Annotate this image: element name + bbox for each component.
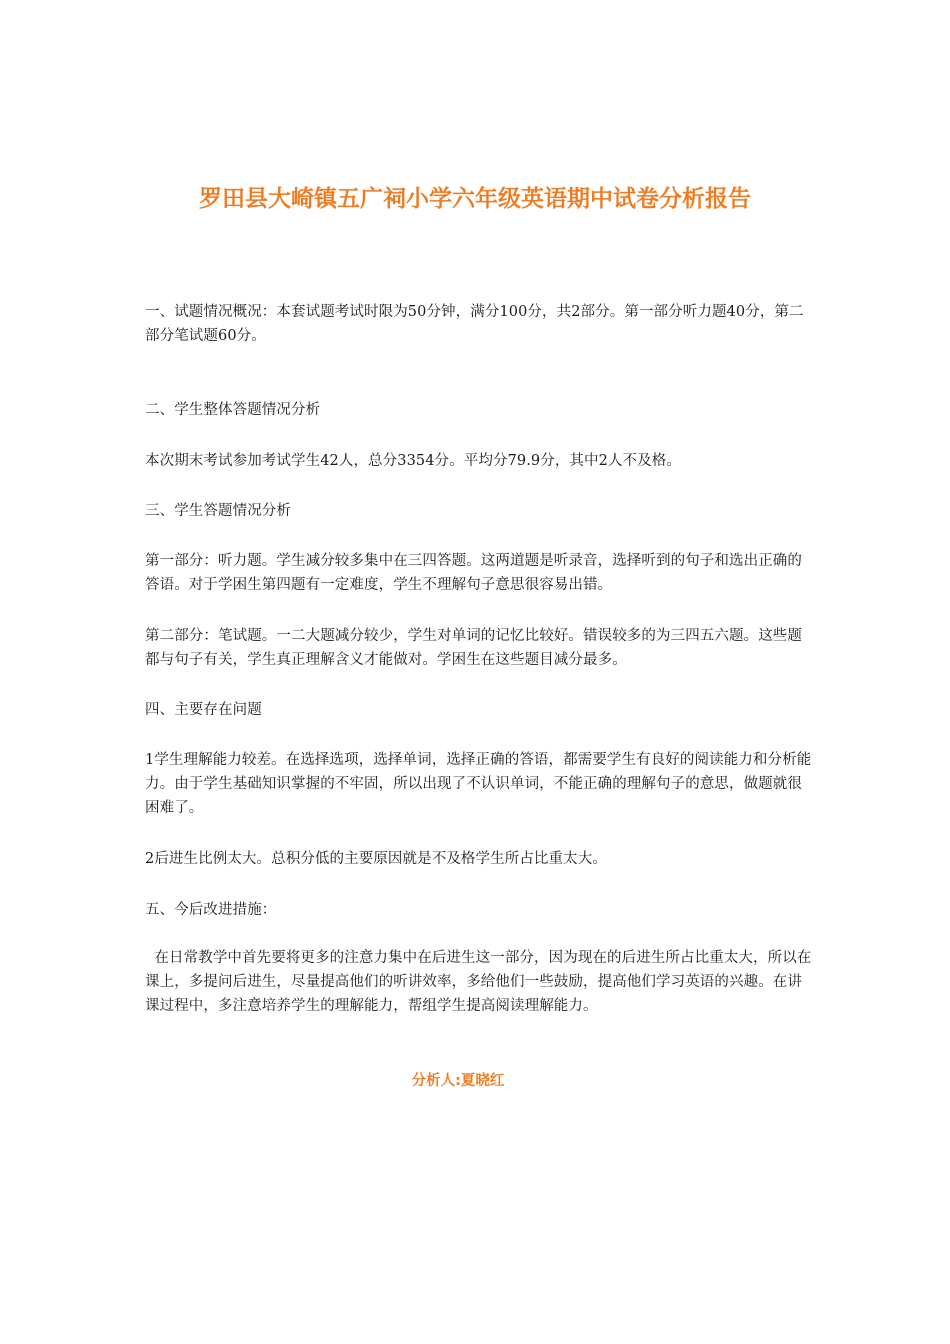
paragraph-improvements: 在日常教学中首先要将更多的注意力集中在后进生这一部分，因为现在的后进生所占比重太大，所以在课上，多提问后进生，尽量提高他们的听讲效率，多给他们一些鼓励，提高他们学习英语的兴趣。在讲课过程中，多注意培养学生的理解能力，帮组学生提高阅读理解能力。 bbox=[145, 950, 812, 1014]
paragraph-part-two: 第二部分：笔试题。一二大题减分较少，学生对单词的记忆比较好。错误较多的为三四五六题。这些题都与句子有关，学生真正理解含义才能做对。学困生在这些题目减分最多。 bbox=[145, 628, 802, 668]
heading-answer-analysis: 三、学生答题情况分析 bbox=[145, 503, 291, 519]
paragraph-problem-two: 2后进生比例太大。总积分低的主要原因就是不及格学生所占比重太大。 bbox=[145, 851, 607, 867]
heading-overall-analysis: 二、学生整体答题情况分析 bbox=[145, 402, 321, 418]
heading-improvements: 五、今后改进措施： bbox=[145, 902, 277, 918]
paragraph-part-one: 第一部分：听力题。学生减分较多集中在三四答题。这两道题是听录音，选择听到的句子和选出正确的答语。对于学困生第四题有一定难度，学生不理解句子意思很容易出错。 bbox=[145, 553, 802, 593]
paragraph-overall-stats: 本次期末考试参加考试学生42人，总分3354分。平均分79.9分，其中2人不及格。 bbox=[145, 453, 681, 469]
paragraph-overview: 一、试题情况概况：本套试题考试时限为50分钟，满分100分，共2部分。第一部分听力题40分，第二部分笔试题60分。 bbox=[145, 304, 804, 344]
paragraph-problem-one: 1学生理解能力较差。在选择选项，选择单词，选择正确的答语，都需要学生有良好的阅读能力和分析能力。由于学生基础知识掌握的不牢固，所以出现了不认识单词，不能正确的理解句子的意思，做题就很困难了。 bbox=[145, 752, 812, 816]
document-title: 罗田县大崎镇五广祠小学六年级英语期中试卷分析报告 bbox=[199, 186, 751, 212]
heading-main-problems: 四、主要存在问题 bbox=[145, 702, 262, 718]
signature: 分析人:夏晓红 bbox=[411, 1073, 505, 1089]
